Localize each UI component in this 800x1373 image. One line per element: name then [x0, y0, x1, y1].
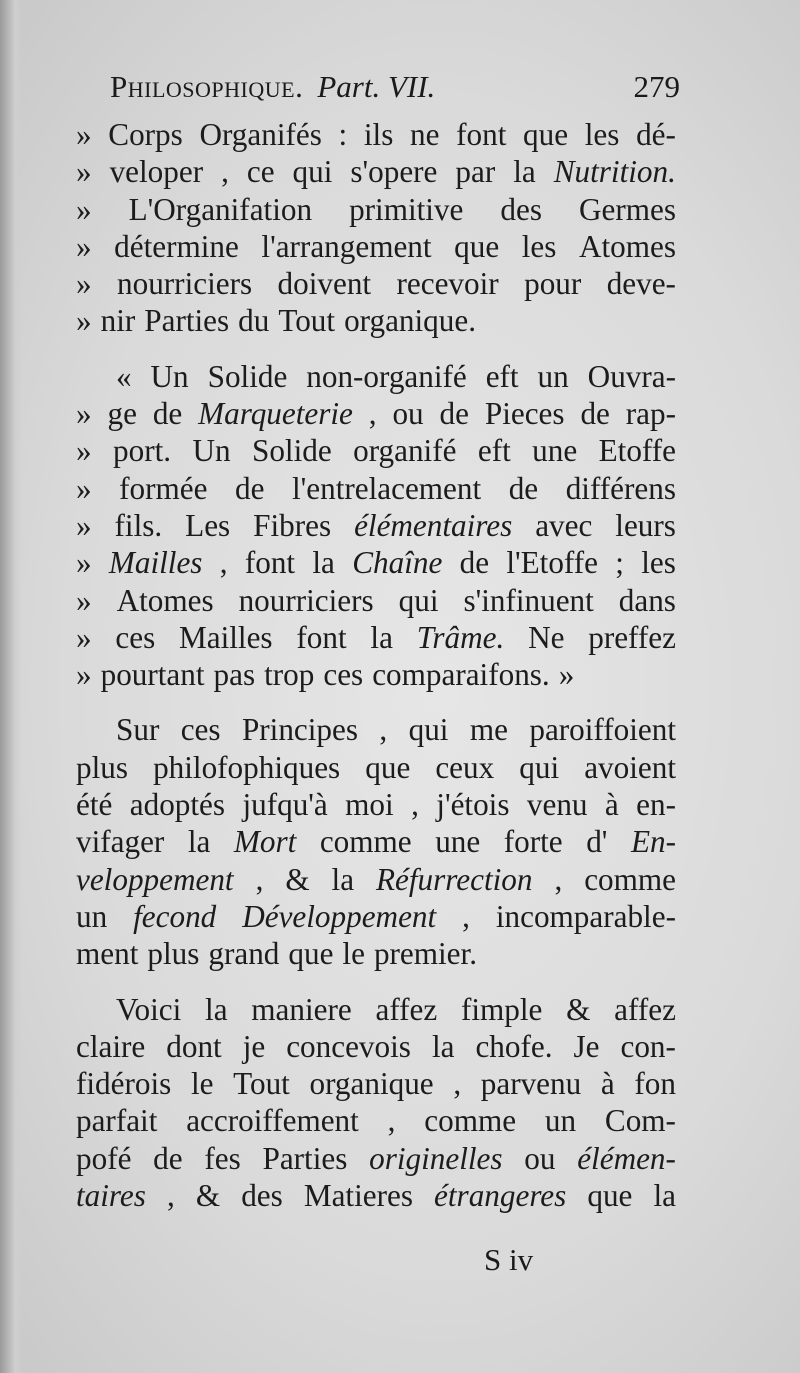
word: organifé	[353, 433, 457, 469]
paragraph	[76, 991, 676, 1215]
word: plus	[147, 936, 200, 972]
word: les	[584, 117, 620, 152]
word: ces	[115, 619, 156, 655]
word: nourriciers	[117, 266, 253, 302]
word: port.	[113, 433, 172, 469]
word: s'infinuent	[463, 582, 594, 618]
word: je	[242, 1028, 266, 1064]
word: Fibres	[253, 507, 332, 543]
word: nourriciers	[238, 582, 374, 618]
word: fimple	[460, 991, 543, 1027]
word: non-organifé	[306, 358, 467, 394]
word: con-	[620, 1028, 676, 1064]
word: pour	[524, 266, 582, 302]
word: de	[153, 1140, 183, 1176]
word: différens	[565, 470, 676, 506]
word: comme	[319, 824, 412, 860]
italic-word: Marqueterie	[198, 396, 353, 432]
word: dans	[618, 582, 676, 618]
text-line	[76, 656, 676, 693]
word: ces	[323, 657, 364, 693]
word: incomparable-	[495, 898, 676, 934]
word: Ouvra-	[587, 358, 676, 394]
word: l'Etoffe	[506, 545, 598, 581]
word: de	[439, 396, 469, 432]
word: maniere	[251, 991, 352, 1027]
word: que	[587, 1178, 633, 1214]
word: Solide	[251, 433, 332, 469]
word: comme	[424, 1103, 517, 1139]
text-line	[76, 395, 676, 432]
word: &	[566, 991, 591, 1027]
word: nir	[100, 303, 136, 339]
word: le	[190, 1066, 214, 1102]
word: en-	[636, 787, 676, 823]
word: »	[76, 433, 92, 469]
italic-word: Mort	[233, 824, 297, 860]
italic-word: Trâme.	[416, 619, 505, 655]
word: à	[604, 787, 619, 823]
italic-word: Développement	[242, 898, 437, 934]
text-line	[76, 470, 676, 507]
word: de	[235, 470, 265, 506]
word: affez	[375, 991, 438, 1027]
word: ,	[453, 1066, 462, 1102]
text-line	[76, 861, 676, 898]
text-line	[76, 786, 676, 823]
text-line	[76, 898, 676, 935]
word: adoptés	[129, 787, 226, 823]
word: philofophiques	[153, 749, 341, 785]
word: la	[513, 154, 536, 190]
word: Atomes	[116, 582, 214, 618]
word: ;	[615, 545, 624, 581]
page-number: 279	[633, 69, 680, 104]
italic-word: Nutrition.	[553, 154, 676, 190]
word: Ne	[528, 619, 565, 655]
word: Matieres	[303, 1178, 413, 1214]
running-head-title: Philosophique.	[110, 69, 304, 104]
word: trop	[264, 657, 315, 693]
word: »	[76, 470, 92, 506]
word: de	[508, 470, 539, 506]
word: que	[523, 117, 569, 152]
word: »	[76, 582, 92, 618]
word: de	[580, 396, 610, 432]
word: Parties	[262, 1140, 348, 1176]
text-line	[76, 619, 676, 656]
word: parvenu	[480, 1066, 582, 1102]
word: :	[338, 117, 348, 152]
word: chofe.	[475, 1028, 553, 1064]
word: Atomes	[578, 228, 676, 264]
word: jufqu'à	[242, 787, 328, 823]
word: eft	[477, 433, 511, 469]
word: qui	[408, 712, 449, 748]
word: premier.	[373, 936, 477, 972]
word: à	[600, 1066, 615, 1102]
word: font	[456, 117, 507, 152]
word: Je	[573, 1028, 600, 1064]
word: qui	[292, 154, 333, 190]
text-line	[76, 302, 676, 339]
word: ment	[76, 936, 139, 972]
text-line	[76, 823, 676, 860]
word: Voici	[116, 991, 182, 1027]
text-line	[76, 265, 676, 302]
word: j'étois	[436, 787, 510, 823]
word: que	[365, 749, 411, 785]
italic-word: originelles	[369, 1140, 503, 1176]
word: Solide	[207, 358, 288, 394]
italic-word: veloppement	[76, 861, 234, 897]
word: qui	[519, 749, 560, 785]
word: ge	[107, 396, 137, 432]
text-line	[76, 153, 676, 190]
word: l'arrangement	[261, 228, 432, 264]
word: font	[296, 619, 347, 655]
text-line	[76, 749, 676, 786]
word: les	[641, 545, 676, 581]
word: me	[469, 712, 508, 748]
word: forte	[503, 824, 563, 860]
text-line	[76, 228, 676, 265]
word: ne	[410, 117, 440, 152]
italic-word: Réfurrection	[376, 861, 533, 897]
text-line	[76, 507, 676, 544]
word: une	[532, 433, 578, 469]
word: fidérois	[76, 1066, 172, 1102]
word: concevois	[286, 1028, 411, 1064]
word: veloper	[109, 154, 204, 190]
word: les	[521, 228, 557, 264]
word: grand	[208, 936, 280, 972]
word: comme	[584, 861, 676, 897]
word: pas	[213, 657, 256, 693]
text-line	[76, 935, 676, 972]
word: que	[454, 228, 500, 264]
word: ,	[368, 396, 377, 432]
paragraph	[76, 358, 676, 694]
word: ,	[219, 545, 228, 581]
word: primitive	[349, 191, 464, 227]
word: pofé	[76, 1140, 132, 1176]
word: une	[435, 824, 481, 860]
word: le	[342, 936, 365, 972]
word: Pieces	[484, 396, 565, 432]
word: s'opere	[350, 154, 438, 190]
word: ,	[411, 787, 419, 823]
word: paroiffoient	[529, 712, 676, 748]
italic-word: élémentaires	[354, 507, 513, 543]
word: Tout	[278, 303, 336, 339]
word: »	[76, 545, 92, 581]
word: ,	[462, 898, 470, 934]
word: avoient	[584, 749, 676, 785]
word: ,	[166, 1178, 175, 1214]
word: leurs	[615, 507, 676, 543]
word: détermine	[114, 228, 239, 264]
word: Tout	[233, 1066, 290, 1102]
word: ,	[554, 861, 563, 897]
running-head	[110, 62, 680, 112]
word: »	[76, 117, 92, 152]
word: ,	[221, 154, 229, 190]
word: par	[455, 154, 496, 190]
text-line	[76, 582, 676, 619]
word: Organifés	[199, 117, 322, 152]
word: »	[76, 191, 92, 227]
paragraph	[76, 116, 676, 340]
italic-word: taires	[76, 1178, 146, 1214]
word: ou	[392, 396, 424, 432]
word: des	[241, 1178, 283, 1214]
word: ils	[363, 117, 394, 152]
word: Mailles	[179, 619, 273, 655]
word: deve-	[606, 266, 676, 302]
paragraph	[76, 711, 676, 972]
italic-word: Chaîne	[352, 545, 443, 581]
word: »	[76, 303, 92, 339]
word: &	[195, 1178, 221, 1214]
word: vifager	[76, 824, 165, 860]
text-line	[76, 1102, 676, 1139]
word: recevoir	[396, 266, 499, 302]
text-line	[76, 711, 676, 748]
word: plus	[76, 749, 128, 785]
signature-mark: S iv	[484, 1242, 534, 1277]
word: eft	[485, 358, 519, 394]
text-line	[76, 991, 676, 1028]
word: la	[431, 1028, 455, 1064]
word: fon	[634, 1066, 676, 1102]
word: »	[76, 154, 92, 190]
word: Principes	[241, 712, 359, 748]
word: qui	[398, 582, 439, 618]
word: ce	[246, 154, 275, 190]
word: l'entrelacement	[291, 470, 482, 506]
word: organique.	[344, 303, 477, 339]
word: fes	[204, 1140, 241, 1176]
word: fils.	[114, 507, 163, 543]
italic-word: fecond	[133, 898, 217, 934]
text-line	[76, 1177, 676, 1214]
word: rap-	[625, 396, 676, 432]
italic-word: Mailles	[108, 545, 203, 581]
word: »	[76, 228, 92, 264]
word: dé-	[636, 117, 676, 152]
word: dont	[166, 1028, 222, 1064]
word: Corps	[108, 117, 183, 152]
text-line	[76, 544, 676, 581]
word: été	[76, 787, 113, 823]
word: du	[238, 303, 270, 339]
word: un	[544, 1103, 577, 1139]
word: »	[558, 657, 575, 693]
body-text	[76, 116, 676, 1232]
italic-word: élémen-	[577, 1140, 676, 1176]
word: «	[116, 358, 132, 394]
word: la	[370, 619, 393, 655]
word: »	[76, 619, 92, 655]
word: ou	[524, 1140, 556, 1176]
word: la	[653, 1178, 676, 1214]
word: »	[76, 657, 92, 693]
word: venu	[526, 787, 588, 823]
word: la	[187, 824, 211, 860]
word: Un	[192, 433, 231, 469]
word: de	[152, 396, 183, 432]
word: ,	[255, 861, 264, 897]
word: Com-	[604, 1103, 676, 1139]
word: ,	[387, 1103, 396, 1139]
word: organique	[309, 1066, 434, 1102]
word: la	[312, 545, 335, 581]
word: »	[76, 507, 92, 543]
word: &	[285, 861, 310, 897]
text-line	[76, 432, 676, 469]
word: affez	[614, 991, 676, 1027]
page-gutter-shadow	[0, 0, 22, 1373]
text-line	[76, 1140, 676, 1177]
word: ceux	[435, 749, 495, 785]
word: un	[537, 358, 569, 394]
italic-word: En-	[630, 824, 676, 860]
word: font	[244, 545, 296, 581]
text-line	[76, 358, 676, 395]
word: doivent	[277, 266, 372, 302]
word: moi	[345, 787, 394, 823]
word: ces	[180, 712, 221, 748]
word: la	[205, 991, 228, 1027]
word: Sur	[116, 712, 160, 748]
word: L'Organifation	[128, 191, 313, 227]
word: ,	[379, 712, 388, 748]
word: Les	[185, 507, 231, 543]
word: parfait	[76, 1103, 158, 1139]
word: »	[76, 266, 92, 302]
word: accroiffement	[186, 1103, 359, 1139]
word: avec	[535, 507, 593, 543]
text-line	[76, 191, 676, 228]
word: pourtant	[100, 657, 205, 693]
text-line	[76, 116, 676, 153]
italic-word: étrangeres	[434, 1178, 567, 1214]
word: un	[76, 898, 108, 934]
word: formée	[119, 470, 208, 506]
word: comparaifons.	[372, 657, 550, 693]
word: de	[459, 545, 490, 581]
word: claire	[76, 1028, 146, 1064]
word: que	[288, 936, 334, 972]
text-line	[76, 1065, 676, 1102]
word: d'	[586, 824, 608, 860]
word: »	[76, 396, 92, 432]
word: Etoffe	[598, 433, 676, 469]
word: Parties	[144, 303, 230, 339]
word: des	[500, 191, 542, 227]
word: preffez	[588, 619, 676, 655]
word: Un	[150, 358, 189, 394]
word: Germes	[578, 191, 676, 227]
running-head-part: Part. VII.	[317, 69, 436, 104]
text-line	[76, 1028, 676, 1065]
word: la	[331, 861, 355, 897]
